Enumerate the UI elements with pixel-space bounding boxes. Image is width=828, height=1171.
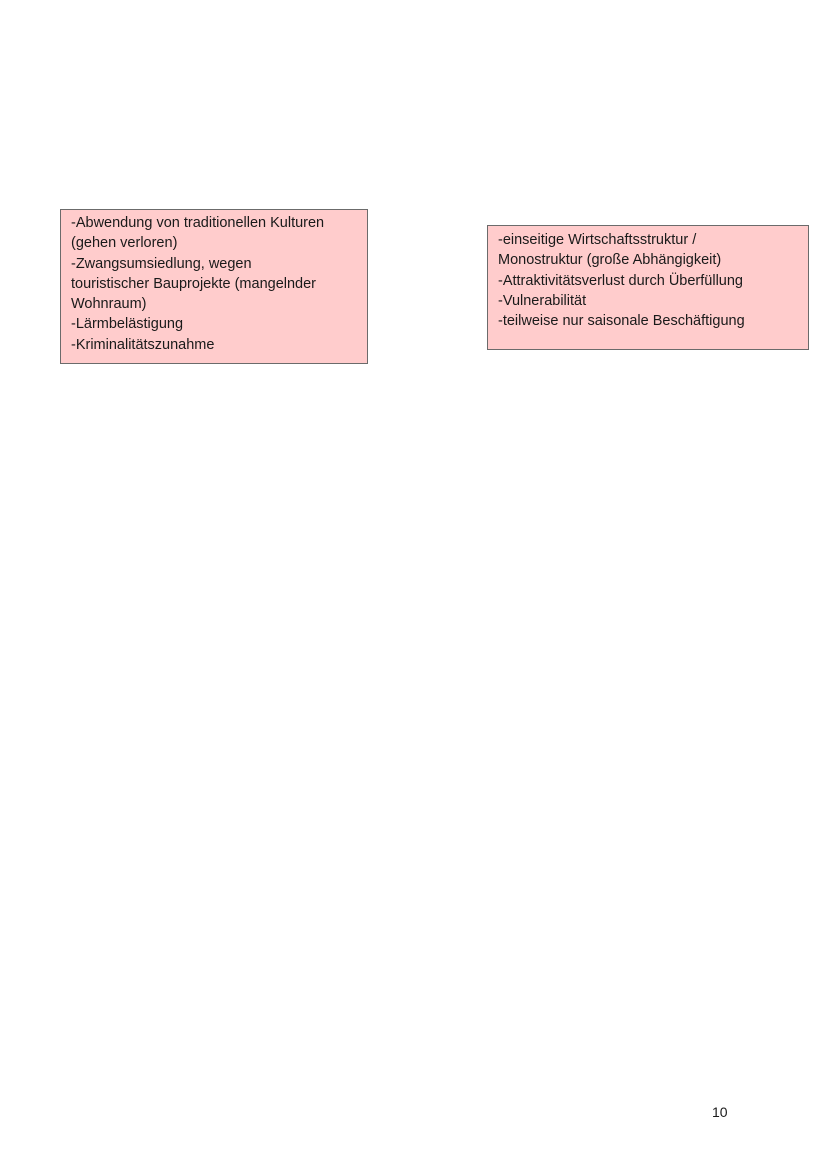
page-number: 10 <box>712 1104 728 1120</box>
box-line: -einseitige Wirtschaftsstruktur / <box>498 232 697 248</box>
box-line: -Lärmbelästigung <box>71 316 184 333</box>
box-line: Monostruktur (große Abhängigkeit) <box>498 252 722 269</box>
box-line: -Zwangsumsiedlung, wegen <box>71 255 252 272</box>
box-line: -teilweise nur saisonale Beschäftigung <box>498 313 745 330</box>
box-line: Wohnraum) <box>71 296 147 313</box>
box-line: -Vulnerabilität <box>498 292 587 309</box>
economic-effects-box <box>487 225 809 350</box>
box-line: touristischer Bauprojekte (mangelnder <box>71 275 317 292</box>
box-line: -Abwendung von traditionellen Kulturen <box>71 215 325 231</box>
box-line: -Kriminalitätszunahme <box>71 336 215 353</box>
box-line: -Attraktivitätsverlust durch Überfüllung <box>498 272 743 289</box>
box-line: (gehen verloren) <box>71 235 178 252</box>
social-effects-box <box>60 209 368 364</box>
